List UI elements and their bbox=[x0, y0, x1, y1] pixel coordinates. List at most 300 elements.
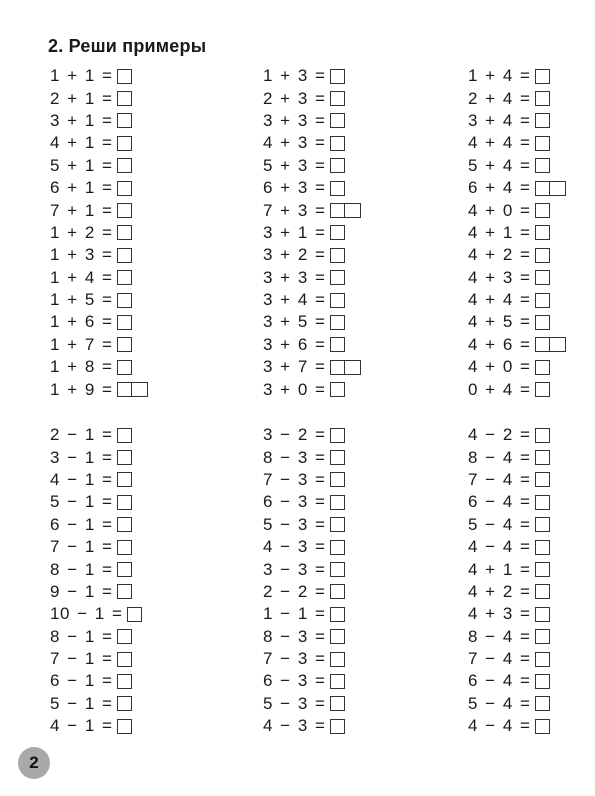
answer-field[interactable] bbox=[117, 719, 132, 734]
problem-expression: 1 + 9 = bbox=[50, 379, 113, 399]
answer-field[interactable] bbox=[330, 562, 345, 577]
problem-row bbox=[50, 424, 200, 446]
answer-box[interactable] bbox=[330, 607, 345, 622]
problem-row bbox=[263, 155, 413, 177]
problem-expression: 6 + 3 = bbox=[263, 178, 326, 198]
problem-row bbox=[468, 581, 595, 603]
problem-row bbox=[263, 222, 413, 244]
answer-box[interactable] bbox=[330, 629, 345, 644]
answer-box[interactable] bbox=[330, 248, 345, 263]
problem-expression: 6 − 4 = bbox=[468, 671, 531, 691]
answer-box[interactable] bbox=[117, 584, 132, 599]
answer-box[interactable] bbox=[117, 113, 132, 128]
answer-box[interactable] bbox=[117, 360, 132, 375]
problem-expression: 4 − 3 = bbox=[263, 537, 326, 557]
answer-box[interactable] bbox=[117, 181, 132, 196]
problem-expression: 4 + 2 = bbox=[468, 245, 531, 265]
answer-field[interactable] bbox=[330, 428, 345, 443]
answer-field[interactable] bbox=[117, 472, 132, 487]
answer-field[interactable] bbox=[535, 674, 550, 689]
answer-box[interactable] bbox=[535, 203, 550, 218]
answer-field[interactable] bbox=[330, 225, 345, 240]
problem-expression: 4 − 2 = bbox=[468, 425, 531, 445]
answer-field[interactable] bbox=[117, 113, 132, 128]
answer-field[interactable] bbox=[535, 540, 550, 555]
answer-box[interactable] bbox=[535, 428, 550, 443]
problem-expression: 10 − 1 = bbox=[50, 604, 123, 624]
problem-expression: 2 + 3 = bbox=[263, 88, 326, 108]
answer-field[interactable] bbox=[535, 629, 550, 644]
answer-box[interactable] bbox=[535, 136, 550, 151]
answer-box[interactable] bbox=[117, 315, 132, 330]
problem-row bbox=[468, 670, 595, 692]
answer-box[interactable] bbox=[330, 136, 345, 151]
answer-field[interactable] bbox=[117, 270, 132, 285]
problem-row bbox=[50, 222, 200, 244]
answer-field[interactable] bbox=[117, 696, 132, 711]
answer-box[interactable] bbox=[345, 360, 361, 375]
problem-expression: 8 − 3 = bbox=[263, 447, 326, 467]
answer-field[interactable] bbox=[330, 337, 345, 352]
answer-box[interactable] bbox=[117, 674, 132, 689]
answer-box[interactable] bbox=[330, 450, 345, 465]
problem-expression: 3 + 3 = bbox=[263, 110, 326, 130]
answer-box[interactable] bbox=[535, 293, 550, 308]
answer-field[interactable] bbox=[535, 69, 550, 84]
answer-field[interactable] bbox=[330, 495, 345, 510]
problem-expression: 3 − 3 = bbox=[263, 559, 326, 579]
problem-expression: 4 − 3 = bbox=[263, 716, 326, 736]
answer-field[interactable] bbox=[117, 181, 132, 196]
answer-field[interactable] bbox=[535, 495, 550, 510]
problem-row bbox=[50, 378, 200, 400]
problem-row bbox=[468, 469, 595, 491]
problem-expression: 4 + 0 = bbox=[468, 357, 531, 377]
answer-field[interactable] bbox=[330, 382, 345, 397]
answer-box[interactable] bbox=[117, 652, 132, 667]
answer-box[interactable] bbox=[127, 607, 142, 622]
answer-box[interactable] bbox=[117, 203, 132, 218]
answer-box[interactable] bbox=[330, 696, 345, 711]
answer-field[interactable] bbox=[117, 360, 132, 375]
answer-box[interactable] bbox=[330, 69, 345, 84]
answer-box[interactable] bbox=[535, 629, 550, 644]
answer-field[interactable] bbox=[535, 91, 550, 106]
answer-box[interactable] bbox=[535, 450, 550, 465]
answer-field[interactable] bbox=[330, 517, 345, 532]
problem-expression: 4 + 0 = bbox=[468, 200, 531, 220]
problem-expression: 4 − 1 = bbox=[50, 469, 113, 489]
problem-row bbox=[263, 378, 413, 400]
answer-field[interactable] bbox=[535, 607, 550, 622]
problem-row bbox=[50, 514, 200, 536]
answer-field[interactable] bbox=[535, 450, 550, 465]
answer-box[interactable] bbox=[330, 674, 345, 689]
answer-box[interactable] bbox=[535, 158, 550, 173]
problem-row bbox=[468, 446, 595, 468]
problem-row bbox=[263, 199, 413, 221]
problem-expression: 5 − 1 = bbox=[50, 492, 113, 512]
answer-field[interactable] bbox=[330, 450, 345, 465]
problem-row bbox=[263, 536, 413, 558]
problem-row bbox=[50, 65, 200, 87]
problem-row bbox=[468, 715, 595, 737]
problem-expression: 4 − 1 = bbox=[50, 716, 113, 736]
answer-box[interactable] bbox=[550, 337, 566, 352]
answer-field[interactable] bbox=[330, 674, 345, 689]
answer-field[interactable] bbox=[330, 472, 345, 487]
answer-box[interactable] bbox=[535, 360, 550, 375]
answer-box[interactable] bbox=[330, 270, 345, 285]
answer-box[interactable] bbox=[330, 203, 345, 218]
answer-field[interactable] bbox=[535, 225, 550, 240]
problem-expression: 1 + 6 = bbox=[50, 312, 113, 332]
problem-expression: 2 + 1 = bbox=[50, 88, 113, 108]
problem-expression: 1 + 3 = bbox=[263, 66, 326, 86]
problem-expression: 4 + 4 = bbox=[468, 133, 531, 153]
answer-box[interactable] bbox=[535, 69, 550, 84]
answer-box[interactable] bbox=[117, 293, 132, 308]
answer-box[interactable] bbox=[535, 562, 550, 577]
problem-row bbox=[50, 356, 200, 378]
answer-box[interactable] bbox=[535, 540, 550, 555]
answer-field[interactable] bbox=[330, 629, 345, 644]
answer-field[interactable] bbox=[535, 315, 550, 330]
problem-expression: 6 + 4 = bbox=[468, 178, 531, 198]
answer-field[interactable] bbox=[117, 562, 132, 577]
answer-box[interactable] bbox=[535, 472, 550, 487]
answer-field[interactable] bbox=[330, 91, 345, 106]
answer-box[interactable] bbox=[535, 113, 550, 128]
answer-field[interactable] bbox=[117, 315, 132, 330]
problem-expression: 5 − 4 = bbox=[468, 693, 531, 713]
answer-box[interactable] bbox=[330, 360, 345, 375]
problem-row bbox=[468, 177, 595, 199]
problem-expression: 1 + 1 = bbox=[50, 66, 113, 86]
answer-field[interactable] bbox=[535, 652, 550, 667]
answer-box[interactable] bbox=[535, 517, 550, 532]
problem-expression: 4 − 4 = bbox=[468, 537, 531, 557]
answer-box[interactable] bbox=[535, 652, 550, 667]
answer-field[interactable] bbox=[535, 517, 550, 532]
problem-expression: 4 + 1 = bbox=[468, 559, 531, 579]
problem-expression: 7 + 1 = bbox=[50, 200, 113, 220]
problem-expression: 3 + 0 = bbox=[263, 379, 326, 399]
answer-box[interactable] bbox=[535, 696, 550, 711]
answer-field[interactable] bbox=[117, 225, 132, 240]
problem-column bbox=[468, 65, 595, 401]
answer-field[interactable] bbox=[535, 136, 550, 151]
answer-box[interactable] bbox=[330, 652, 345, 667]
answer-box[interactable] bbox=[345, 203, 361, 218]
problem-row bbox=[263, 177, 413, 199]
answer-box[interactable] bbox=[535, 674, 550, 689]
problem-expression: 0 + 4 = bbox=[468, 379, 531, 399]
problem-row bbox=[50, 199, 200, 221]
problem-expression: 3 + 4 = bbox=[263, 290, 326, 310]
answer-field[interactable] bbox=[330, 719, 345, 734]
answer-box[interactable] bbox=[535, 315, 550, 330]
answer-field[interactable] bbox=[117, 629, 132, 644]
problem-row bbox=[263, 558, 413, 580]
answer-box[interactable] bbox=[117, 428, 132, 443]
answer-box[interactable] bbox=[117, 69, 132, 84]
problem-row bbox=[263, 693, 413, 715]
answer-field[interactable] bbox=[535, 584, 550, 599]
answer-field[interactable] bbox=[117, 337, 132, 352]
problem-expression: 6 − 1 = bbox=[50, 671, 113, 691]
answer-field[interactable] bbox=[535, 719, 550, 734]
answer-box[interactable] bbox=[330, 495, 345, 510]
answer-field[interactable] bbox=[330, 293, 345, 308]
answer-field[interactable] bbox=[535, 562, 550, 577]
answer-box[interactable] bbox=[330, 315, 345, 330]
answer-box[interactable] bbox=[535, 719, 550, 734]
answer-field[interactable] bbox=[117, 517, 132, 532]
problem-expression: 1 + 3 = bbox=[50, 245, 113, 265]
answer-field[interactable] bbox=[117, 382, 148, 397]
problem-expression: 5 − 4 = bbox=[468, 514, 531, 534]
problem-row bbox=[468, 626, 595, 648]
answer-field[interactable] bbox=[535, 181, 566, 196]
answer-field[interactable] bbox=[535, 382, 550, 397]
answer-box[interactable] bbox=[330, 91, 345, 106]
page-number-badge: 2 bbox=[18, 747, 50, 779]
answer-box[interactable] bbox=[132, 382, 148, 397]
problem-expression: 6 + 1 = bbox=[50, 178, 113, 198]
problem-expression: 3 − 2 = bbox=[263, 425, 326, 445]
answer-box[interactable] bbox=[330, 382, 345, 397]
problem-row bbox=[263, 514, 413, 536]
answer-box[interactable] bbox=[330, 293, 345, 308]
answer-box[interactable] bbox=[330, 719, 345, 734]
answer-field[interactable] bbox=[535, 337, 566, 352]
problem-row bbox=[468, 289, 595, 311]
answer-field[interactable] bbox=[535, 360, 550, 375]
answer-field[interactable] bbox=[535, 293, 550, 308]
answer-field[interactable] bbox=[117, 495, 132, 510]
problem-row bbox=[263, 648, 413, 670]
answer-box[interactable] bbox=[330, 562, 345, 577]
answer-field[interactable] bbox=[535, 113, 550, 128]
answer-field[interactable] bbox=[330, 315, 345, 330]
answer-field[interactable] bbox=[330, 360, 361, 375]
answer-field[interactable] bbox=[117, 293, 132, 308]
problem-row bbox=[468, 648, 595, 670]
problem-expression: 4 + 3 = bbox=[263, 133, 326, 153]
answer-box[interactable] bbox=[117, 225, 132, 240]
answer-box[interactable] bbox=[535, 607, 550, 622]
answer-field[interactable] bbox=[535, 696, 550, 711]
answer-box[interactable] bbox=[117, 270, 132, 285]
answer-box[interactable] bbox=[550, 181, 566, 196]
answer-field[interactable] bbox=[330, 69, 345, 84]
answer-field[interactable] bbox=[330, 584, 345, 599]
answer-field[interactable] bbox=[330, 181, 345, 196]
answer-field[interactable] bbox=[535, 428, 550, 443]
answer-box[interactable] bbox=[330, 472, 345, 487]
answer-box[interactable] bbox=[330, 517, 345, 532]
answer-box[interactable] bbox=[330, 113, 345, 128]
problem-expression: 8 − 4 = bbox=[468, 447, 531, 467]
problem-row bbox=[50, 603, 200, 625]
answer-box[interactable] bbox=[117, 337, 132, 352]
problem-expression: 1 + 5 = bbox=[50, 290, 113, 310]
problem-expression: 4 + 1 = bbox=[50, 133, 113, 153]
problem-row bbox=[50, 693, 200, 715]
problem-column bbox=[50, 65, 200, 401]
problem-row bbox=[263, 311, 413, 333]
answer-field[interactable] bbox=[330, 113, 345, 128]
answer-field[interactable] bbox=[535, 203, 550, 218]
problem-row bbox=[263, 87, 413, 109]
problem-row bbox=[50, 536, 200, 558]
answer-box[interactable] bbox=[535, 382, 550, 397]
answer-box[interactable] bbox=[117, 517, 132, 532]
problem-expression: 5 − 1 = bbox=[50, 693, 113, 713]
problem-row bbox=[50, 626, 200, 648]
answer-field[interactable] bbox=[330, 607, 345, 622]
answer-field[interactable] bbox=[330, 652, 345, 667]
answer-field[interactable] bbox=[330, 158, 345, 173]
problem-expression: 2 − 2 = bbox=[263, 581, 326, 601]
problem-expression: 7 + 3 = bbox=[263, 200, 326, 220]
answer-box[interactable] bbox=[535, 495, 550, 510]
problem-row bbox=[468, 311, 595, 333]
problem-row bbox=[468, 491, 595, 513]
problem-row bbox=[263, 110, 413, 132]
answer-box[interactable] bbox=[117, 472, 132, 487]
problem-row bbox=[468, 199, 595, 221]
answer-box[interactable] bbox=[535, 584, 550, 599]
problem-row bbox=[50, 110, 200, 132]
answer-field[interactable] bbox=[117, 136, 132, 151]
problem-expression: 7 − 3 = bbox=[263, 469, 326, 489]
problem-expression: 4 + 4 = bbox=[468, 290, 531, 310]
problem-row bbox=[50, 446, 200, 468]
problem-row bbox=[468, 693, 595, 715]
problem-expression: 9 − 1 = bbox=[50, 581, 113, 601]
answer-field[interactable] bbox=[117, 69, 132, 84]
answer-field[interactable] bbox=[117, 652, 132, 667]
answer-field[interactable] bbox=[117, 450, 132, 465]
answer-box[interactable] bbox=[535, 248, 550, 263]
answer-field[interactable] bbox=[330, 203, 361, 218]
answer-box[interactable] bbox=[117, 562, 132, 577]
answer-field[interactable] bbox=[127, 607, 142, 622]
problem-expression: 4 + 3 = bbox=[468, 604, 531, 624]
answer-box[interactable] bbox=[117, 540, 132, 555]
answer-field[interactable] bbox=[117, 91, 132, 106]
problem-row bbox=[50, 289, 200, 311]
problem-row bbox=[263, 356, 413, 378]
answer-field[interactable] bbox=[330, 136, 345, 151]
answer-field[interactable] bbox=[330, 248, 345, 263]
answer-field[interactable] bbox=[330, 696, 345, 711]
problem-expression: 3 + 6 = bbox=[263, 334, 326, 354]
answer-box[interactable] bbox=[117, 629, 132, 644]
answer-field[interactable] bbox=[117, 674, 132, 689]
answer-box[interactable] bbox=[330, 540, 345, 555]
problem-expression: 3 + 4 = bbox=[468, 110, 531, 130]
answer-box[interactable] bbox=[330, 181, 345, 196]
answer-field[interactable] bbox=[117, 158, 132, 173]
answer-box[interactable] bbox=[330, 428, 345, 443]
problem-expression: 5 + 1 = bbox=[50, 155, 113, 175]
answer-box[interactable] bbox=[535, 337, 550, 352]
problem-row bbox=[50, 334, 200, 356]
problem-row bbox=[50, 648, 200, 670]
problem-row bbox=[263, 334, 413, 356]
problem-expression: 4 + 1 = bbox=[468, 222, 531, 242]
answer-field[interactable] bbox=[535, 158, 550, 173]
answer-field[interactable] bbox=[117, 540, 132, 555]
problem-expression: 4 + 6 = bbox=[468, 334, 531, 354]
answer-box[interactable] bbox=[330, 584, 345, 599]
problem-expression: 3 + 1 = bbox=[263, 222, 326, 242]
answer-box[interactable] bbox=[117, 495, 132, 510]
problem-expression: 1 + 4 = bbox=[50, 267, 113, 287]
problem-row bbox=[468, 334, 595, 356]
problem-row bbox=[468, 424, 595, 446]
answer-field[interactable] bbox=[330, 270, 345, 285]
answer-field[interactable] bbox=[117, 584, 132, 599]
answer-box[interactable] bbox=[117, 158, 132, 173]
answer-box[interactable] bbox=[117, 696, 132, 711]
answer-box[interactable] bbox=[330, 225, 345, 240]
problem-expression: 3 + 5 = bbox=[263, 312, 326, 332]
problem-expression: 3 + 3 = bbox=[263, 267, 326, 287]
answer-box[interactable] bbox=[117, 450, 132, 465]
problem-row bbox=[263, 65, 413, 87]
answer-field[interactable] bbox=[117, 428, 132, 443]
answer-box[interactable] bbox=[117, 382, 132, 397]
answer-field[interactable] bbox=[535, 472, 550, 487]
answer-box[interactable] bbox=[330, 158, 345, 173]
answer-box[interactable] bbox=[330, 337, 345, 352]
answer-box[interactable] bbox=[117, 136, 132, 151]
answer-box[interactable] bbox=[535, 181, 550, 196]
problem-expression: 7 − 4 = bbox=[468, 649, 531, 669]
answer-field[interactable] bbox=[535, 248, 550, 263]
answer-box[interactable] bbox=[535, 225, 550, 240]
answer-box[interactable] bbox=[117, 91, 132, 106]
problem-expression: 7 − 1 = bbox=[50, 537, 113, 557]
problem-row bbox=[468, 536, 595, 558]
answer-field[interactable] bbox=[117, 248, 132, 263]
answer-box[interactable] bbox=[535, 270, 550, 285]
problem-expression: 8 − 3 = bbox=[263, 626, 326, 646]
answer-field[interactable] bbox=[330, 540, 345, 555]
problem-expression: 1 + 8 = bbox=[50, 357, 113, 377]
problem-row bbox=[50, 155, 200, 177]
answer-field[interactable] bbox=[117, 203, 132, 218]
problem-row bbox=[468, 378, 595, 400]
problem-row bbox=[263, 424, 413, 446]
answer-box[interactable] bbox=[117, 248, 132, 263]
problem-row bbox=[468, 244, 595, 266]
answer-box[interactable] bbox=[117, 719, 132, 734]
problem-row bbox=[468, 603, 595, 625]
problem-expression: 3 − 1 = bbox=[50, 447, 113, 467]
problem-expression: 3 + 7 = bbox=[263, 357, 326, 377]
problem-row bbox=[468, 110, 595, 132]
problem-expression: 1 − 1 = bbox=[263, 604, 326, 624]
problem-row bbox=[468, 356, 595, 378]
answer-field[interactable] bbox=[535, 270, 550, 285]
problem-expression: 2 − 1 = bbox=[50, 425, 113, 445]
answer-box[interactable] bbox=[535, 91, 550, 106]
